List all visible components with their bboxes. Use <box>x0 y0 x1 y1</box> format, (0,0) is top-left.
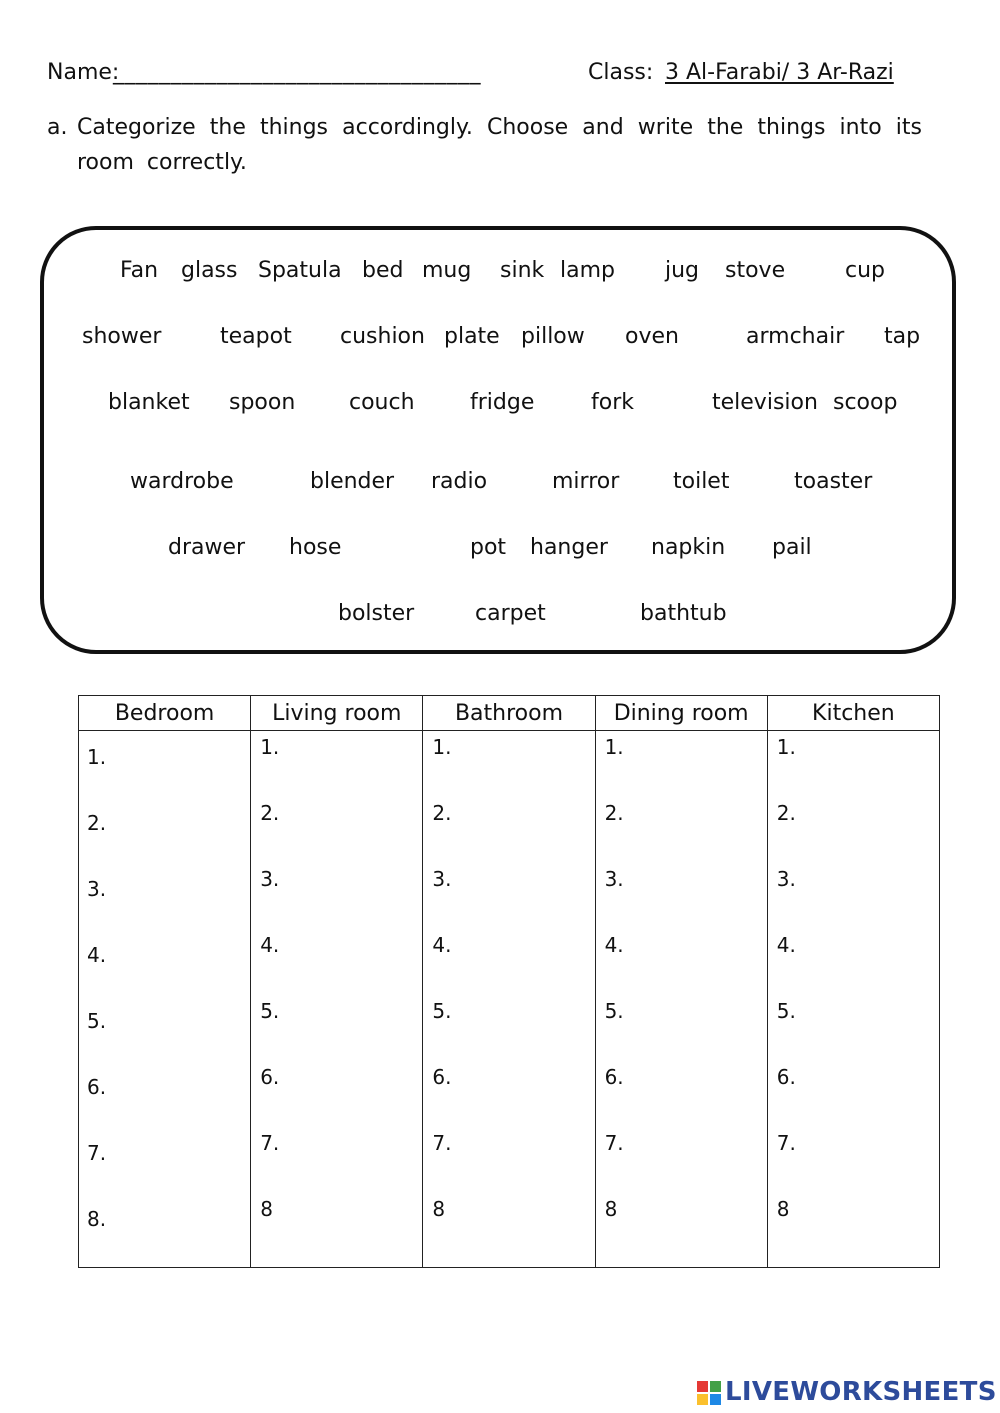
word-bank-item: blender <box>310 469 395 494</box>
word-bank-item: television <box>712 390 818 415</box>
answer-line-number: 5. <box>604 999 624 1023</box>
living-room-column[interactable] <box>251 731 423 1268</box>
answer-line-number: 4. <box>776 933 796 957</box>
table-header-row <box>79 696 940 731</box>
header-kitchen: Kitchen <box>767 696 939 731</box>
name-answer-line[interactable]: ________________________________ <box>113 60 481 85</box>
answer-line-number: 6. <box>260 1065 280 1089</box>
answer-line-number: 6. <box>604 1065 624 1089</box>
kitchen-column[interactable] <box>767 731 939 1268</box>
word-bank-item: tap <box>884 324 921 349</box>
answer-line-number: 4. <box>432 933 452 957</box>
answer-line-number: 2. <box>776 801 796 825</box>
word-bank-item: teapot <box>220 324 292 349</box>
class-label: Class: <box>588 60 654 85</box>
word-bank-item: wardrobe <box>130 469 234 494</box>
answer-line-number: 2. <box>260 801 280 825</box>
word-bank-box <box>40 226 956 654</box>
word-bank-item: stove <box>725 258 786 283</box>
word-bank-item: pail <box>772 535 812 560</box>
word-bank-item: bathtub <box>640 601 727 626</box>
answer-line-number: 7. <box>604 1131 624 1155</box>
answer-line-number: 1. <box>260 735 280 759</box>
answer-line-number: 1. <box>432 735 452 759</box>
header-living-room: Living room <box>251 696 423 731</box>
dining-room-column[interactable] <box>595 731 767 1268</box>
answer-line-number: 7. <box>776 1131 796 1155</box>
instruction-marker: a. <box>47 115 68 140</box>
answer-line-number: 3. <box>776 867 796 891</box>
logo-grid-icon <box>697 1381 721 1405</box>
class-value: 3 Al-Farabi/ 3 Ar-Razi <box>665 60 894 85</box>
answer-line-number: 7. <box>260 1131 280 1155</box>
answer-line-number: 2. <box>432 801 452 825</box>
room-table <box>78 695 940 1268</box>
word-bank-item: hose <box>289 535 342 560</box>
answer-line-number: 2. <box>87 811 107 835</box>
answer-line-number: 5. <box>260 999 280 1023</box>
word-bank-item: Spatula <box>258 258 342 283</box>
word-bank-item: jug <box>665 258 700 283</box>
word-bank-item: pillow <box>521 324 585 349</box>
word-bank-item: spoon <box>229 390 296 415</box>
answer-line-number: 3. <box>87 877 107 901</box>
answer-line-number: 4. <box>87 943 107 967</box>
answer-line-number: 6. <box>776 1065 796 1089</box>
word-bank-item: couch <box>349 390 415 415</box>
word-bank-item: pot <box>470 535 507 560</box>
word-bank-item: radio <box>431 469 488 494</box>
header-bedroom: Bedroom <box>79 696 251 731</box>
table-answer-row <box>79 731 940 1268</box>
answer-line-number: 6. <box>87 1075 107 1099</box>
answer-line-number: 5. <box>432 999 452 1023</box>
word-bank-item: Fan <box>120 258 159 283</box>
bedroom-column[interactable] <box>79 731 251 1268</box>
answer-line-number: 2. <box>604 801 624 825</box>
answer-line-number: 1. <box>87 745 107 769</box>
word-bank-item: lamp <box>560 258 615 283</box>
word-bank-item: cup <box>845 258 886 283</box>
header-dining-room: Dining room <box>595 696 767 731</box>
word-bank-item: armchair <box>746 324 845 349</box>
word-bank-item: glass <box>181 258 238 283</box>
answer-line-number: 5. <box>87 1009 107 1033</box>
word-bank-item: sink <box>500 258 545 283</box>
word-bank-item: blanket <box>108 390 190 415</box>
header-bathroom: Bathroom <box>423 696 595 731</box>
name-label: Name: <box>47 60 120 85</box>
word-bank-item: carpet <box>475 601 546 626</box>
answer-line-number: 1. <box>604 735 624 759</box>
bathroom-column[interactable] <box>423 731 595 1268</box>
word-bank-item: drawer <box>168 535 246 560</box>
answer-line-number: 7. <box>87 1141 107 1165</box>
answer-line-number: 8. <box>87 1207 107 1231</box>
word-bank-item: shower <box>82 324 162 349</box>
answer-line-number: 3. <box>432 867 452 891</box>
answer-line-number: 4. <box>604 933 624 957</box>
answer-line-number: 8 <box>260 1197 273 1221</box>
answer-line-number: 3. <box>604 867 624 891</box>
answer-line-number: 5. <box>776 999 796 1023</box>
logo-text: LIVEWORKSHEETS <box>725 1377 997 1407</box>
answer-line-number: 7. <box>432 1131 452 1155</box>
word-bank-item: fork <box>591 390 634 415</box>
answer-line-number: 4. <box>260 933 280 957</box>
word-bank-item: oven <box>625 324 679 349</box>
answer-line-number: 8 <box>604 1197 618 1221</box>
word-bank-item: bed <box>362 258 404 283</box>
word-bank-item: hanger <box>530 535 608 560</box>
instruction-text: Categorize the things accordingly. Choose and write the things into its room correctly. <box>77 115 922 175</box>
word-bank-item: fridge <box>470 390 535 415</box>
word-bank-item: plate <box>444 324 500 349</box>
answer-line-number: 1. <box>776 735 796 759</box>
answer-line-number: 8 <box>432 1197 446 1221</box>
word-bank-item: toilet <box>673 469 730 494</box>
word-bank-item: scoop <box>833 390 898 415</box>
word-bank-item: mirror <box>552 469 620 494</box>
word-bank-item: toaster <box>794 469 873 494</box>
word-bank-item: bolster <box>338 601 415 626</box>
word-bank-item: mug <box>422 258 472 283</box>
answer-line-number: 6. <box>432 1065 452 1089</box>
answer-line-number: 8 <box>776 1197 790 1221</box>
answer-line-number: 3. <box>260 867 280 891</box>
word-bank-item: cushion <box>340 324 425 349</box>
word-bank-item: napkin <box>651 535 726 560</box>
